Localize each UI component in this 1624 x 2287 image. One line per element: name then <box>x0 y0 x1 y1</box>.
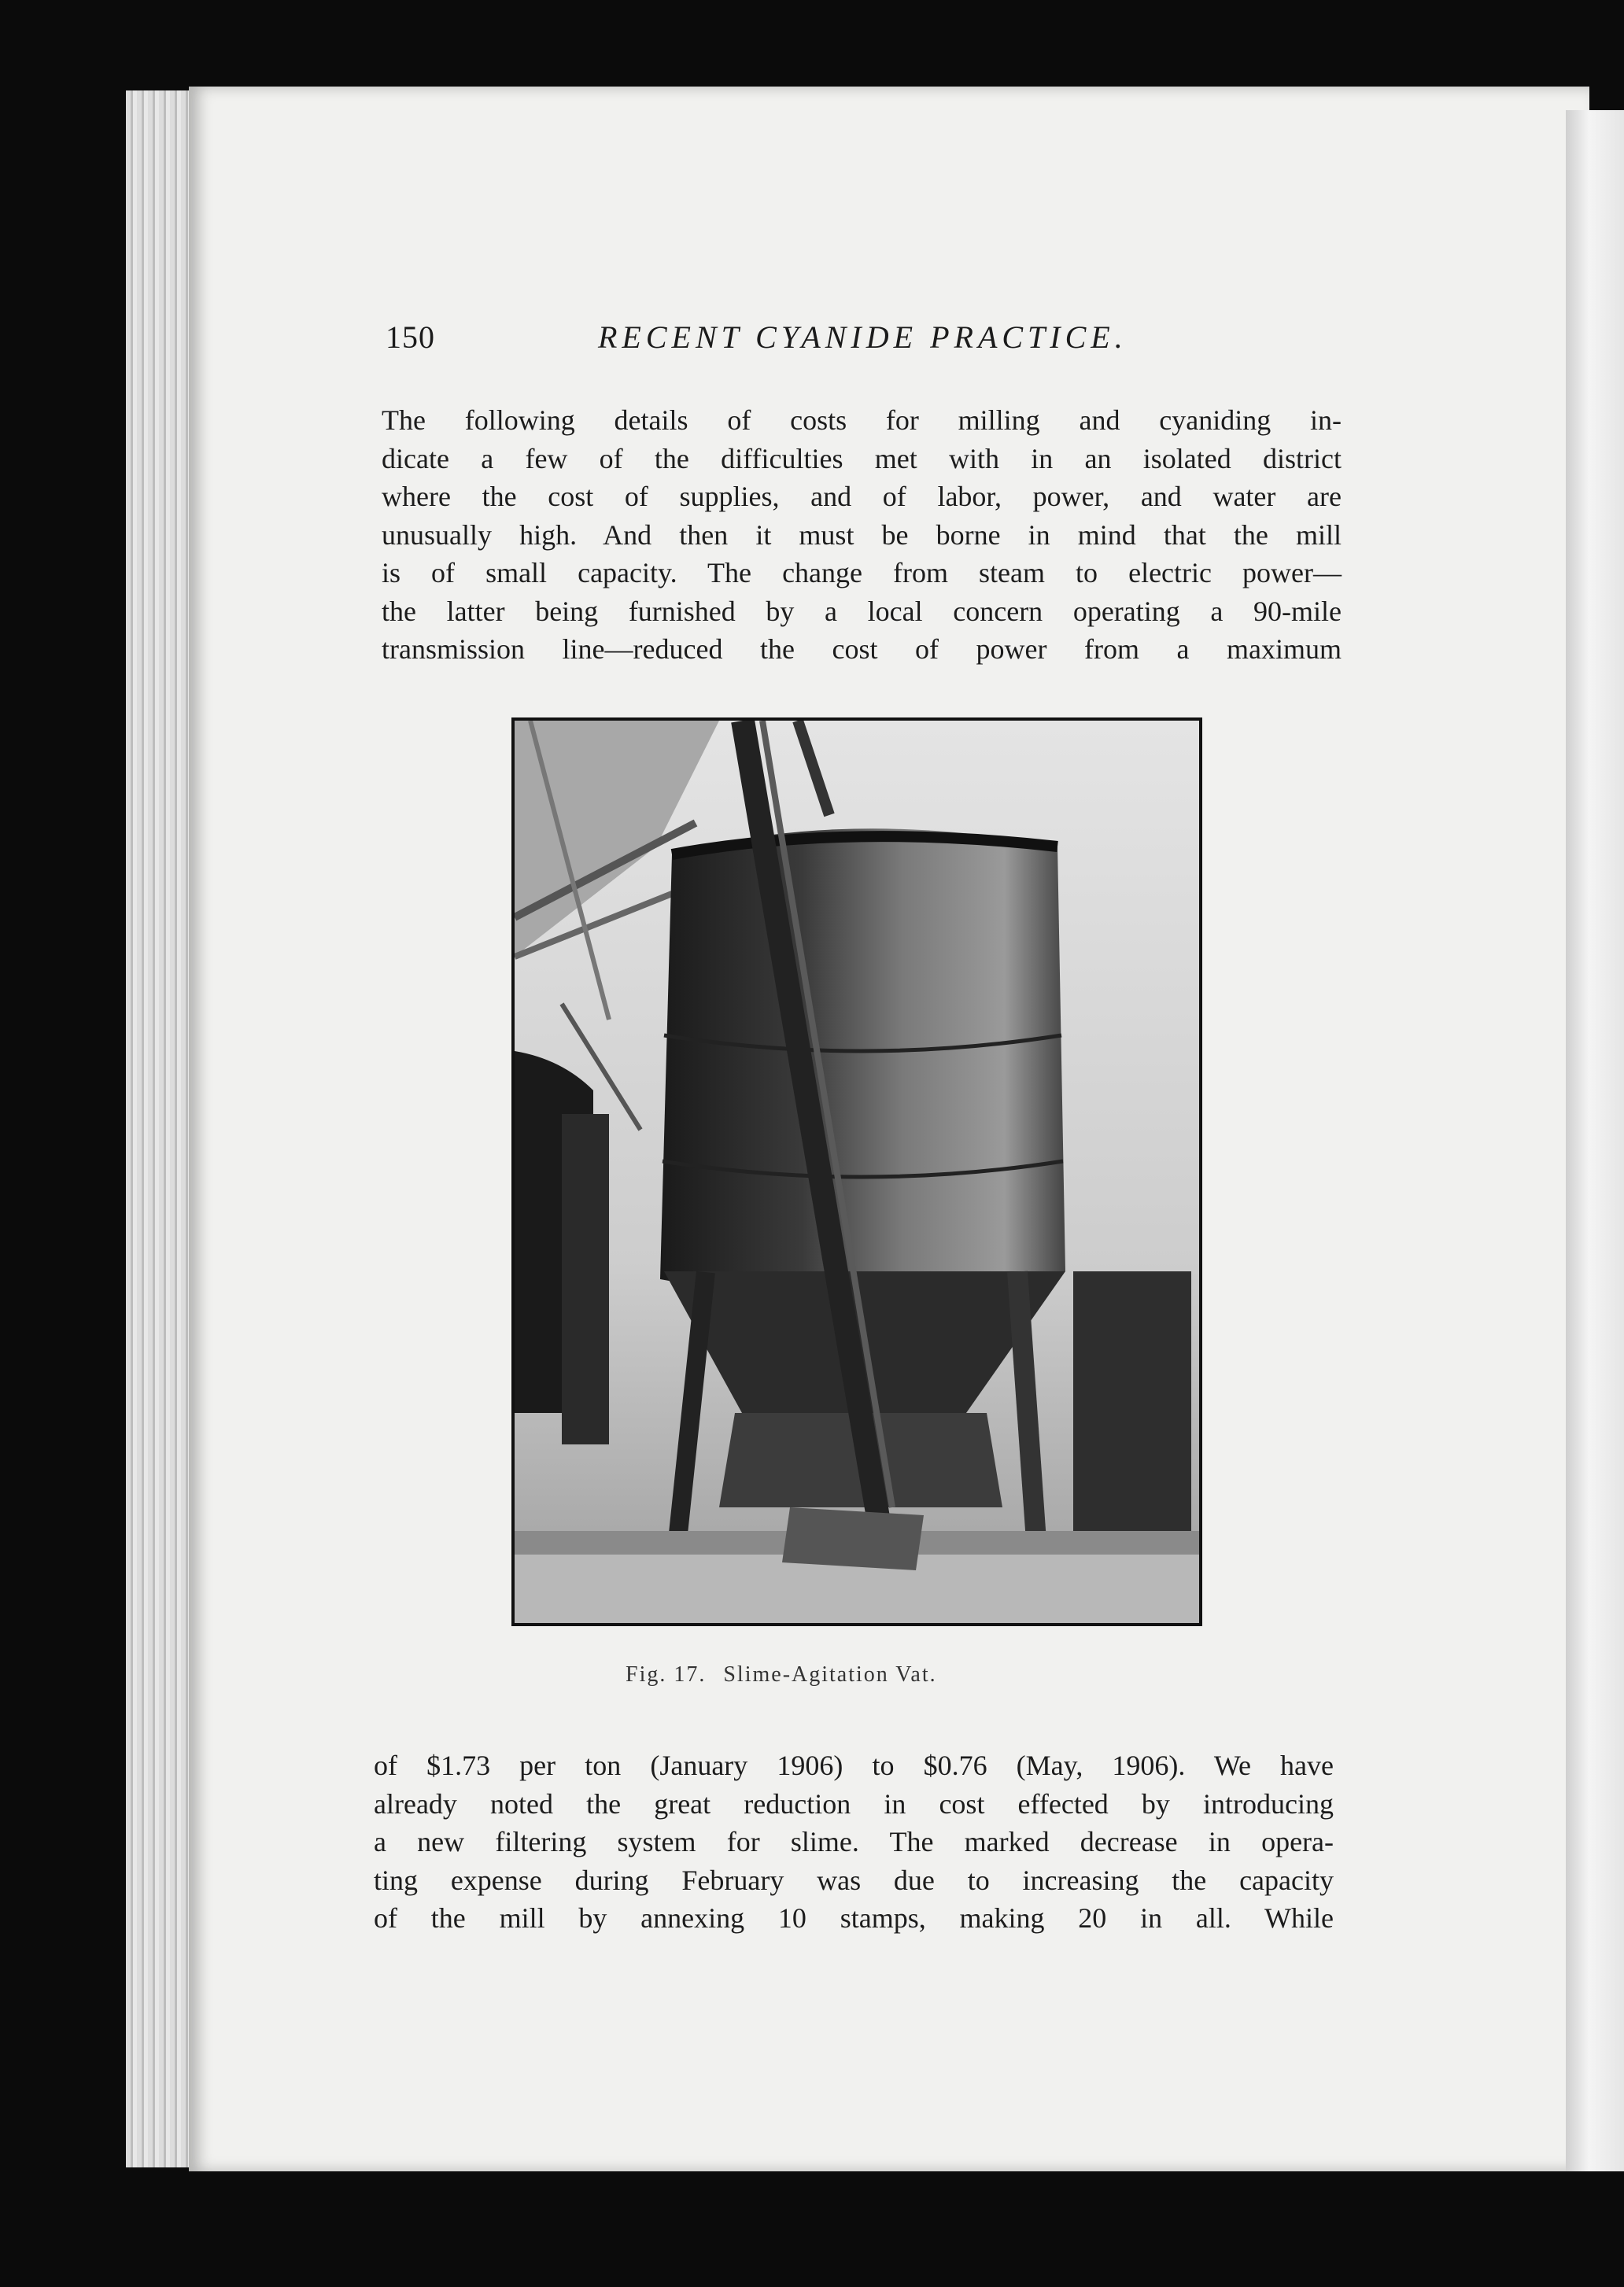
paragraph-2 <box>374 1747 1334 1938</box>
text-line: ting expense during February was due to increasing the capacity <box>374 1864 1334 1896</box>
text-line: The following details of costs for milling and cyaniding in- <box>382 404 1342 436</box>
paragraph-1 <box>382 401 1342 669</box>
page-number: 150 <box>386 319 435 355</box>
text-line: unusually high. And then it must be borne in mind that the mill <box>382 518 1342 551</box>
text-line: dicate a few of the difficulties met with in an isolated district <box>382 442 1342 474</box>
text-line: is of small capacity. The change from steam to electric power— <box>382 557 1342 588</box>
figure-label: Fig. 17. <box>626 1662 707 1687</box>
text-line: of $1.73 per ton (January 1906) to $0.76 (May, 1906). We have <box>374 1750 1334 1781</box>
running-title: RECENT CYANIDE PRACTICE. <box>598 319 1128 355</box>
page-stack-edge <box>126 90 197 2167</box>
text-line: where the cost of supplies, and of labor, power, and water are <box>382 481 1342 512</box>
text-line: a new filtering system for slime. The marked decrease in opera- <box>374 1826 1334 1857</box>
page-header <box>386 319 1345 363</box>
text-line: of the mill by annexing 10 stamps, making 20 in all. While <box>374 1902 1334 1934</box>
text-line: transmission line—reduced the cost of power from a maximum <box>382 633 1342 665</box>
text-line: the latter being furnished by a local concern operating a 90-mile <box>382 595 1342 627</box>
figure-caption-text: Slime-Agitation Vat. <box>723 1662 937 1687</box>
facing-page-edge <box>1566 110 1624 2171</box>
vat-photograph <box>515 721 1199 1623</box>
figure-photo <box>511 717 1202 1626</box>
text-line: already noted the great reduction in cost effected by introducing <box>374 1787 1334 1820</box>
figure-caption <box>626 1662 1035 1688</box>
